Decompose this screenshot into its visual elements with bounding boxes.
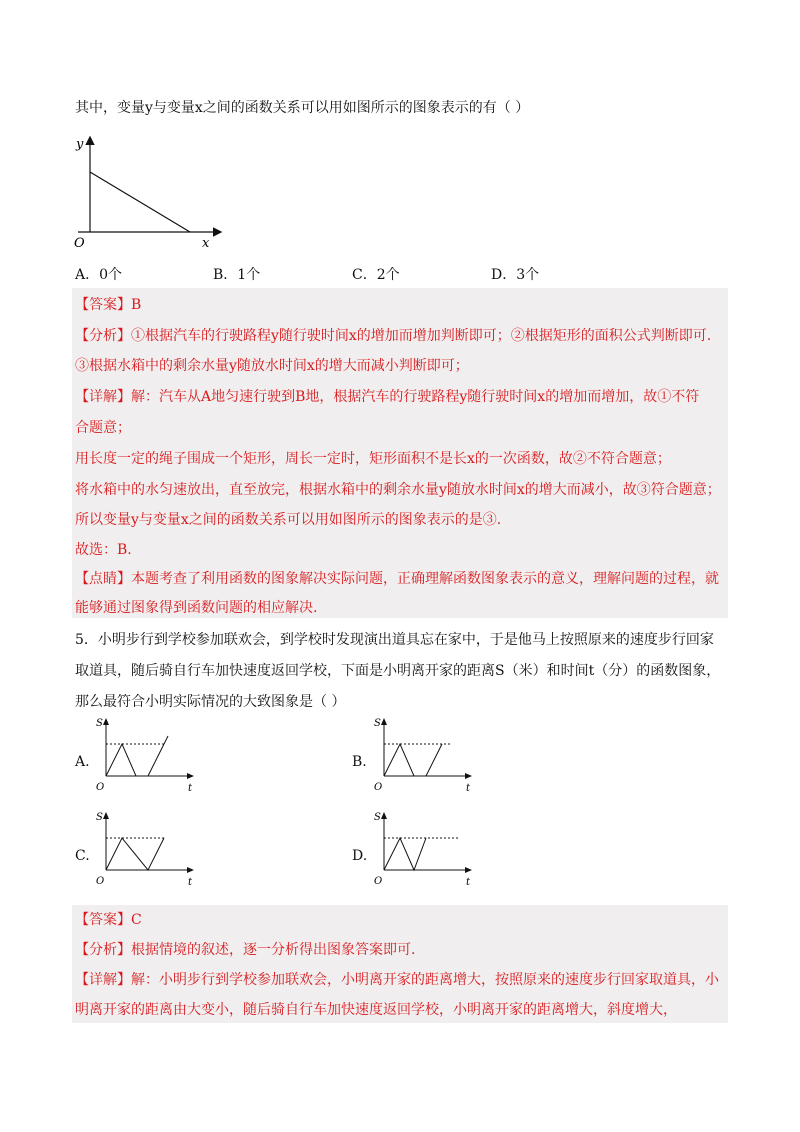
q4-function-line — [90, 172, 190, 232]
q5-c-x-label: t — [188, 877, 193, 888]
q4-detail-5: 所以变量y与变量x之间的函数关系可以用如图所示的图象表示的是③. — [75, 512, 502, 528]
q5-a-y-label: S — [96, 718, 103, 729]
q4-detail-2: 合题意； — [75, 420, 131, 436]
q5-c-origin-label: O — [96, 876, 105, 887]
q5-d-y-label: S — [374, 812, 381, 823]
q5-stem-3: 那么最符合小明实际情况的大致图象是（ ） — [75, 694, 346, 710]
q5-graph-b — [370, 716, 480, 798]
q4-detail-1: 【详解】解：汽车从A地匀速行驶到B地，根据汽车的行驶路程y随行驶时间x的增加而增加，故①不符 — [75, 389, 700, 405]
q4-option-c: C．2个 — [352, 267, 400, 283]
q4-comment-1: 【点睛】本题考查了利用函数的图象解决实际问题，正确理解函数图象表示的意义，理解问题的过程，就 — [75, 571, 719, 587]
q5-b-x-label: t — [466, 783, 471, 794]
q5-c-y-label: S — [96, 812, 103, 823]
q5-option-a-label: A. — [75, 754, 90, 770]
q5-analysis: 【分析】根据情境的叙述，逐一分析得出图象答案即可. — [75, 942, 416, 958]
q5-b-y-label: S — [374, 718, 381, 729]
q4-answer: 【答案】B — [75, 297, 142, 313]
q4-graph — [70, 130, 230, 255]
q5-graph-d — [370, 810, 480, 892]
q4-y-label: y — [76, 137, 84, 152]
q4-detail-3: 用长度一定的绳子围成一个矩形，周长一定时，矩形面积不是长x的一次函数，故②不符合题意； — [75, 451, 671, 467]
q4-analysis-1: 【分析】①根据汽车的行驶路程y随行驶时间x的增加而增加判断即可；②根据矩形的面积公式判断即可. — [75, 328, 712, 344]
q4-origin-label: O — [74, 236, 85, 251]
q4-x-label: x — [202, 236, 210, 251]
q5-b-origin-label: O — [374, 782, 383, 793]
q5-a-origin-label: O — [96, 782, 105, 793]
q4-analysis-2: ③根据水箱中的剩余水量y随放水时间x的增大而减小判断即可； — [75, 358, 469, 374]
q5-stem-1: 5．小明步行到学校参加联欢会，到学校时发现演出道具忘在家中，于是他马上按照原来的速度步行回家 — [75, 632, 714, 648]
q5-option-c-label: C. — [75, 848, 90, 864]
q4-comment-2: 能够通过图象得到函数问题的相应解决. — [75, 600, 318, 616]
q4-option-b: B．1个 — [213, 267, 261, 283]
q4-detail-4: 将水箱中的水匀速放出，直至放完，根据水箱中的剩余水量y随放水时间x的增大而减小，故③符合题意； — [75, 482, 721, 498]
q5-detail-2: 明离开家的距离由大变小，随后骑自行车加快速度返回学校，小明离开家的距离增大，斜度增大， — [75, 1002, 677, 1018]
q4-option-a: A．0个 — [75, 267, 123, 283]
q5-stem-2: 取道具，随后骑自行车加快速度返回学校，下面是小明离开家的距离S（米）和时间t（分）的函数图象， — [75, 663, 721, 679]
q4-choice: 故选：B. — [75, 542, 132, 558]
q5-a-x-label: t — [188, 783, 193, 794]
q5-graph-a — [92, 716, 202, 798]
q5-graph-c — [92, 810, 202, 892]
q4-option-d: D．3个 — [491, 267, 540, 283]
q5-d-x-label: t — [466, 877, 471, 888]
q5-option-d-label: D. — [352, 848, 368, 864]
q5-detail-1: 【详解】解：小明步行到学校参加联欢会，小明离开家的距离增大，按照原来的速度步行回家取道具，小 — [75, 972, 719, 988]
q5-d-origin-label: O — [374, 876, 383, 887]
q5-answer: 【答案】C — [75, 912, 142, 928]
q4-stem: 其中，变量y与变量x之间的函数关系可以用如图所示的图象表示的有（ ） — [75, 100, 530, 116]
q5-option-b-label: B. — [352, 754, 367, 770]
